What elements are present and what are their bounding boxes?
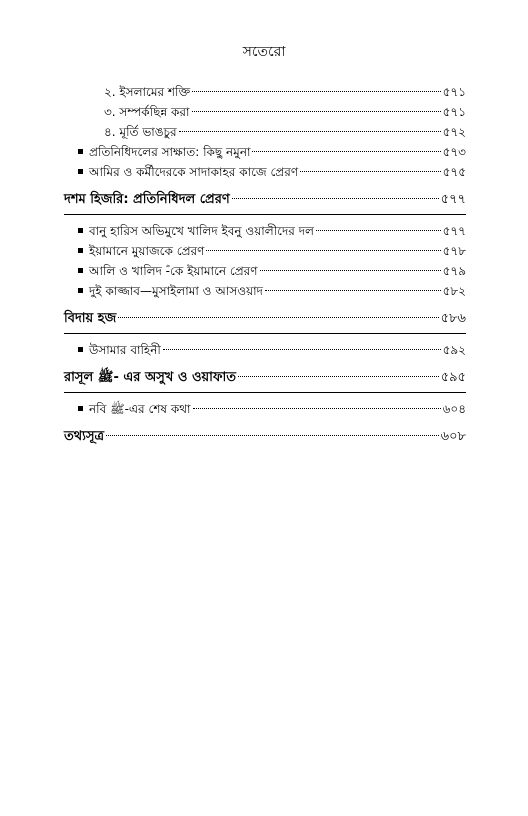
toc-entry[interactable]	[64, 241, 466, 261]
bullet-icon	[78, 268, 83, 273]
bullet-icon	[78, 149, 83, 154]
toc-section[interactable]	[64, 427, 466, 447]
dot-leader	[163, 349, 441, 350]
dot-leader	[179, 131, 441, 132]
toc-entry-page: ৫৭৩	[442, 145, 466, 159]
toc-entry-title: উসামার বাহিনী	[89, 343, 161, 357]
toc-entry-page: ৫৭৭	[442, 224, 466, 238]
dot-leader	[316, 230, 441, 231]
dot-leader	[206, 250, 440, 251]
toc-section[interactable]	[64, 190, 466, 210]
toc-entry[interactable]	[64, 122, 466, 142]
page-header: সতেরো	[242, 44, 286, 60]
toc-entry[interactable]	[64, 340, 466, 360]
toc-entry-page: ৫৭৮	[442, 244, 466, 258]
toc-entry-title: ইয়ামানে মুয়াজকে প্রেরণ	[89, 244, 205, 258]
dot-leader	[118, 317, 438, 318]
bullet-icon	[78, 228, 83, 233]
toc-entry[interactable]	[64, 221, 466, 241]
dot-leader	[252, 151, 440, 152]
toc-section-page: ৫৭৭	[440, 192, 466, 207]
toc-entry-title: প্রতিনিধিদলের সাক্ষাত: কিছু নমুনা	[89, 145, 251, 159]
bullet-icon	[78, 169, 83, 174]
toc-section-page: ৬০৮	[440, 429, 466, 444]
toc-section[interactable]	[64, 309, 466, 329]
toc-entry-page: ৫৭৫	[442, 165, 466, 179]
toc-entry-page: ৫৭১	[442, 85, 466, 99]
toc-entry-title: আমির ও কর্মীদেরকে সাদাকাহর কাজে প্রেরণ	[89, 165, 299, 179]
toc-entry[interactable]	[64, 82, 466, 102]
toc-entry[interactable]	[64, 261, 466, 281]
dot-leader	[265, 290, 441, 291]
bullet-icon	[78, 248, 83, 253]
dot-leader	[193, 408, 441, 409]
toc-entry-title: ২. ইসলামের শক্তি	[104, 85, 191, 99]
toc-entry-title: দুই কাজ্জাব—মুসাইলামা ও আসওয়াদ	[89, 284, 263, 298]
toc-entry-page: ৫৭২	[442, 125, 466, 139]
toc-entry-title: ৪. মূর্তি ভাঙচুর	[104, 125, 177, 139]
toc-entry[interactable]	[64, 162, 466, 182]
toc-section-page: ৫৯৫	[440, 370, 466, 385]
dot-leader	[238, 376, 439, 377]
toc-entry-page: ৫৮২	[442, 284, 466, 298]
toc-entry-page: ৬০৪	[442, 402, 466, 416]
toc-section-title: রাসূল ﷺ- এর অসুখ ও ওয়াফাত	[64, 370, 236, 385]
toc-section-title: বিদায় হজ	[64, 311, 117, 326]
dot-leader	[192, 91, 440, 92]
toc-entry-title: বানু হারিস অভিমুখে খালিদ ইবনু ওয়ালীদের দল	[89, 224, 314, 238]
bullet-icon	[78, 288, 83, 293]
dot-leader	[300, 171, 440, 172]
section-divider	[64, 333, 466, 334]
dot-leader	[106, 435, 439, 436]
toc-entry-page: ৫৭৯	[442, 264, 466, 278]
toc-entry[interactable]	[64, 399, 466, 419]
toc-section[interactable]	[64, 368, 466, 388]
section-divider	[64, 392, 466, 393]
toc-entry[interactable]	[64, 281, 466, 301]
dot-leader	[260, 270, 441, 271]
dot-leader	[232, 198, 439, 199]
section-divider	[64, 214, 466, 215]
dot-leader	[192, 111, 441, 112]
toc-section-title: দশম হিজরি: প্রতিনিধিদল প্রেরণ	[64, 192, 230, 207]
table-of-contents	[64, 82, 466, 447]
toc-section-page: ৫৮৬	[440, 311, 466, 326]
toc-entry-title: নবি ﷺ-এর শেষ কথা	[89, 402, 191, 416]
toc-entry-title: আলি ও খালিদ ؓ-কে ইয়ামানে প্রেরণ	[89, 264, 258, 278]
bullet-icon	[78, 406, 83, 411]
toc-entry[interactable]	[64, 102, 466, 122]
toc-section-title: তথ্যসূত্র	[64, 429, 105, 444]
toc-entry-title: ৩. সম্পর্কছিন্ন করা	[104, 105, 190, 119]
bullet-icon	[78, 347, 83, 352]
toc-entry[interactable]	[64, 142, 466, 162]
toc-entry-page: ৫৭১	[442, 105, 466, 119]
toc-entry-page: ৫৯২	[442, 343, 466, 357]
